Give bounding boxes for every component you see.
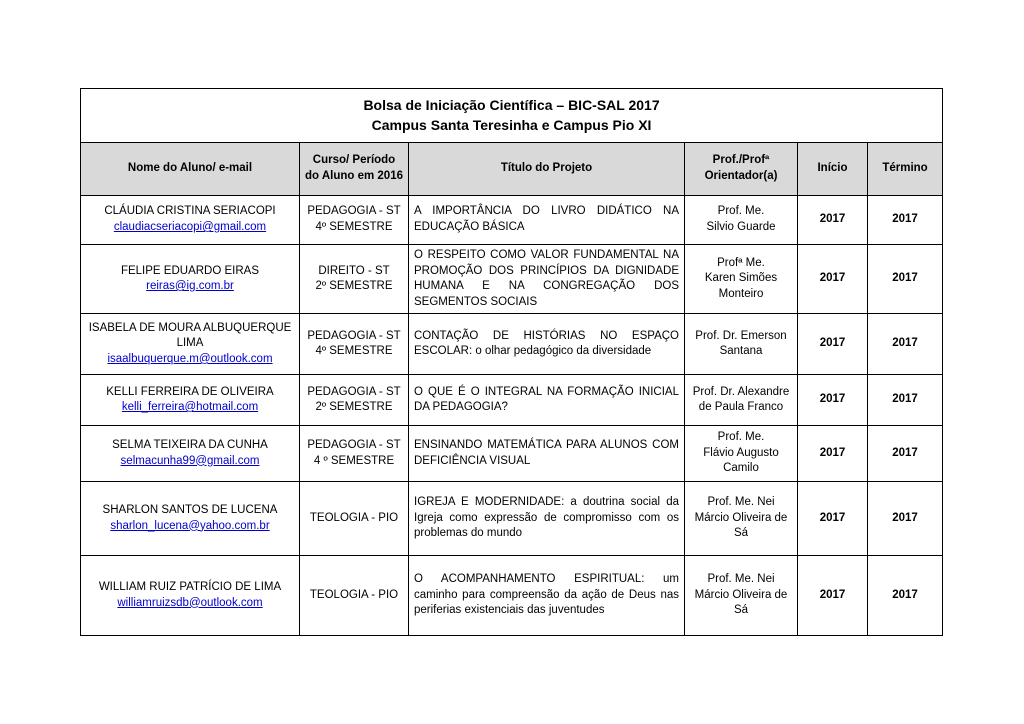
advisor-line: Silvio Guarde — [706, 221, 776, 233]
student-email-link[interactable]: selmacunha99@gmail.com — [120, 454, 260, 467]
advisor-cell — [685, 482, 798, 556]
project-title-cell: A IMPORTÂNCIA DO LIVRO DIDÁTICO NA EDUCAÇÃO BÁSICA — [409, 196, 685, 245]
table-row — [81, 426, 943, 482]
course-cell — [300, 375, 409, 426]
course-cell — [300, 482, 409, 556]
student-email-link[interactable]: reiras@ig.com.br — [146, 280, 234, 293]
course-cell — [300, 426, 409, 482]
course-line: PEDAGOGIA - ST — [307, 385, 401, 398]
advisor-line: Monteiro — [718, 287, 764, 300]
student-name: KELLI FERREIRA DE OLIVEIRA — [106, 385, 274, 398]
end-year-cell: 2017 — [868, 314, 943, 375]
end-year-cell: 2017 — [868, 426, 943, 482]
start-year-cell: 2017 — [798, 314, 868, 375]
advisor-line: Flávio Augusto — [703, 446, 779, 459]
student-email-link[interactable]: claudiacseriacopi@gmail.com — [113, 221, 267, 233]
advisor-line: Profª Me. — [717, 256, 765, 269]
header-row — [81, 143, 943, 196]
col-header-student: Nome do Aluno/ e-mail — [81, 143, 300, 196]
end-year-cell: 2017 — [868, 196, 943, 245]
course-line: DIREITO - ST — [318, 264, 390, 277]
table-row — [81, 556, 943, 636]
advisor-line: Santana — [719, 345, 763, 358]
col-header-advisor: Prof./Profª Orientador(a) — [685, 143, 798, 196]
project-title-cell: CONTAÇÃO DE HISTÓRIAS NO ESPAÇO ESCOLAR: o olhar pedagógico da diversidade — [409, 314, 685, 375]
advisor-line: Prof. Me. Nei — [707, 573, 775, 586]
advisor-cell — [685, 556, 798, 636]
start-year-cell: 2017 — [798, 556, 868, 636]
end-year-cell: 2017 — [868, 482, 943, 556]
course-line: PEDAGOGIA - ST — [307, 439, 401, 452]
course-cell — [300, 245, 409, 314]
project-title-cell: O RESPEITO COMO VALOR FUNDAMENTAL NA PROMOÇÃO DOS PRINCÍPIOS DA DIGNIDADE HUMANA E NA CONGREGAÇÃO DOS SEGMENTOS SOCIAIS — [409, 245, 685, 314]
course-line: 4º SEMESTRE — [315, 221, 393, 233]
student-name: ISABELA DE MOURA ALBUQUERQUE LIMA — [88, 321, 292, 350]
course-line: TEOLOGIA - PIO — [309, 588, 399, 601]
course-line: 2º SEMESTRE — [315, 401, 393, 414]
advisor-line: Sá — [733, 604, 749, 617]
advisor-cell — [685, 426, 798, 482]
advisor-line: Prof. Dr. Alexandre — [692, 385, 790, 398]
advisor-line: Camilo — [723, 462, 759, 475]
advisor-line: Prof. Me. — [717, 205, 765, 218]
col-header-project-title: Título do Projeto — [409, 143, 685, 196]
course-line: TEOLOGIA - PIO — [309, 511, 399, 524]
advisor-cell — [685, 375, 798, 426]
course-line: 4 º SEMESTRE — [313, 454, 395, 467]
project-title-cell: ENSINANDO MATEMÁTICA PARA ALUNOS COM DEFICIÊNCIA VISUAL — [409, 426, 685, 482]
student-email-link[interactable]: kelli_ferreira@hotmail.com — [121, 401, 259, 414]
table-row — [81, 196, 943, 245]
student-name: CLÁUDIA CRISTINA SERIACOPI — [104, 205, 276, 218]
end-year-cell: 2017 — [868, 375, 943, 426]
title-line-1: Bolsa de Iniciação Científica – BIC-SAL 2017 — [363, 96, 660, 113]
advisor-cell — [685, 314, 798, 375]
course-cell — [300, 196, 409, 245]
table-row — [81, 314, 943, 375]
course-cell — [300, 314, 409, 375]
advisor-cell — [685, 196, 798, 245]
project-title-cell: IGREJA E MODERNIDADE: a doutrina social da Igreja como expressão de compromisso com os problemas do mundo — [409, 482, 685, 556]
advisor-line: de Paula Franco — [698, 401, 784, 414]
student-name: SELMA TEIXEIRA DA CUNHA — [112, 439, 268, 452]
course-line: PEDAGOGIA - ST — [307, 329, 401, 342]
advisor-line: Sá — [733, 527, 749, 540]
student-cell — [81, 556, 300, 636]
student-cell — [81, 314, 300, 375]
student-name: FELIPE EDUARDO EIRAS — [120, 264, 260, 277]
table-row — [81, 245, 943, 314]
student-cell — [81, 375, 300, 426]
start-year-cell: 2017 — [798, 375, 868, 426]
table-title — [81, 89, 943, 143]
advisor-cell — [685, 245, 798, 314]
student-cell — [81, 482, 300, 556]
course-line: 4º SEMESTRE — [315, 345, 393, 358]
course-line: PEDAGOGIA - ST — [307, 205, 401, 218]
title-line-2: Campus Santa Teresinha e Campus Pio XI — [371, 116, 652, 133]
table-row — [81, 375, 943, 426]
advisor-line: Prof. Dr. Emerson — [695, 329, 787, 342]
table-row — [81, 482, 943, 556]
col-header-course: Curso/ Período do Aluno em 2016 — [300, 143, 409, 196]
advisor-line: Prof. Me. Nei — [707, 496, 775, 509]
start-year-cell: 2017 — [798, 426, 868, 482]
advisor-line: Prof. Me. — [717, 431, 765, 444]
student-cell — [81, 245, 300, 314]
end-year-cell: 2017 — [868, 556, 943, 636]
student-email-link[interactable]: sharlon_lucena@yahoo.com.br — [110, 519, 270, 532]
start-year-cell: 2017 — [798, 245, 868, 314]
table-title-row — [81, 89, 943, 143]
scholarship-table — [80, 88, 943, 636]
col-header-start: Início — [798, 143, 868, 196]
student-cell — [81, 196, 300, 245]
col-header-end: Término — [868, 143, 943, 196]
student-name: SHARLON SANTOS DE LUCENA — [102, 504, 278, 517]
advisor-line: Márcio Oliveira de — [694, 511, 788, 524]
advisor-line: Karen Simões — [704, 272, 778, 285]
student-email-link[interactable]: isaalbuquerque.m@outlook.com — [107, 352, 273, 365]
project-title-cell: O ACOMPANHAMENTO ESPIRITUAL: um caminho para compreensão da ação de Deus nas periferias existenciais das juventudes — [409, 556, 685, 636]
table-body — [81, 196, 943, 636]
end-year-cell: 2017 — [868, 245, 943, 314]
student-email-link[interactable]: williamruizsdb@outlook.com — [117, 596, 263, 609]
start-year-cell: 2017 — [798, 482, 868, 556]
student-cell — [81, 426, 300, 482]
course-cell — [300, 556, 409, 636]
project-title-cell: O QUE É O INTEGRAL NA FORMAÇÃO INICIAL DA PEDAGOGIA? — [409, 375, 685, 426]
course-line: 2º SEMESTRE — [315, 280, 393, 293]
student-name: WILLIAM RUIZ PATRÍCIO DE LIMA — [98, 581, 282, 594]
start-year-cell: 2017 — [798, 196, 868, 245]
advisor-line: Márcio Oliveira de — [694, 588, 788, 601]
